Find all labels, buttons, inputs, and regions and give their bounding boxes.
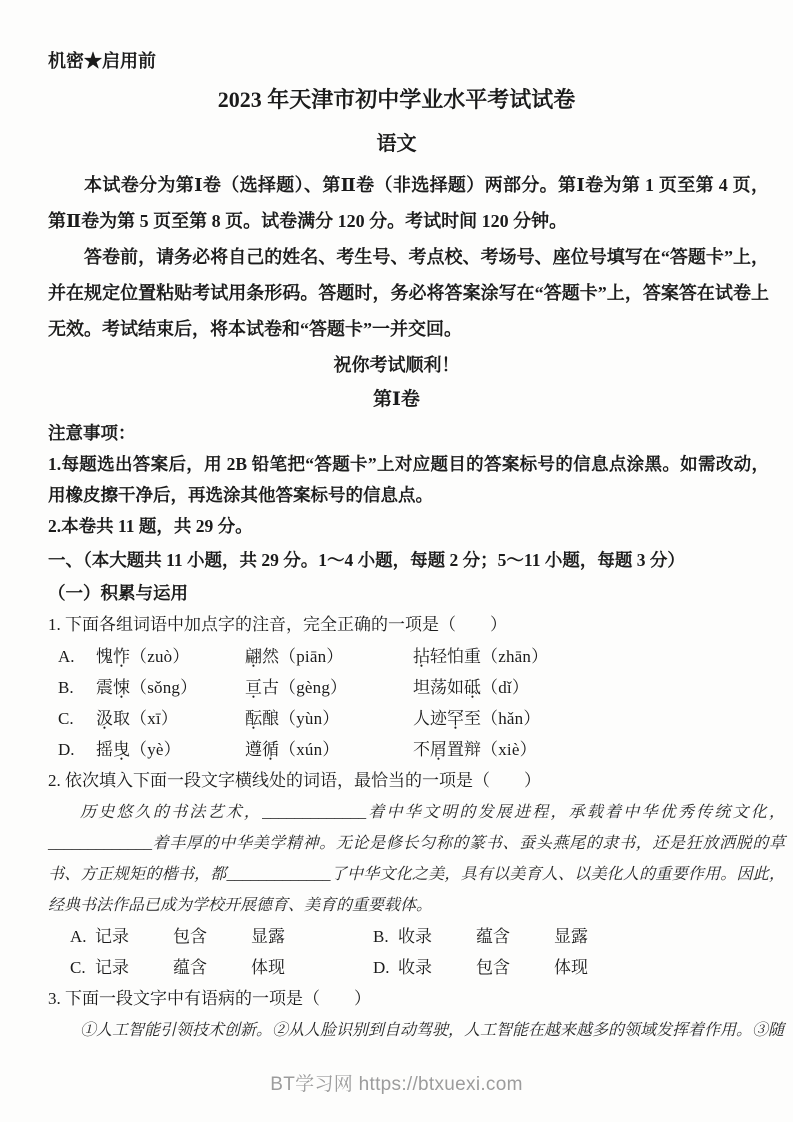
option-word: 酝酿（yùn） <box>245 709 340 728</box>
option-word: 体现 <box>251 958 285 977</box>
option-word: 翩然（piān） <box>245 647 344 666</box>
question-1-stem: 1. 下面各组词语中加点字的注音，完全正确的一项是（ ） <box>48 615 507 634</box>
exam-title: 2023 年天津市初中学业水平考试试卷 <box>217 87 576 112</box>
question-3-passage: ①人工智能引领技术创新。②从人脸识别到自动驾驶，人工智能在越来越多的领域发挥着作用。③随 <box>80 1022 785 1039</box>
option-word: 人迹罕至（hǎn） <box>413 709 541 728</box>
pinyin: （xī） <box>130 709 179 728</box>
exam-subject: 语文 <box>376 133 417 155</box>
dotted-char: 曳 <box>113 740 130 759</box>
question-1-option-c <box>58 703 769 734</box>
pinyin: （yè） <box>130 740 181 759</box>
pinyin: （dǐ） <box>481 678 530 697</box>
part-one-heading: 一、（本大题共 11 小题，共 29 分。1～4 小题，每题 2 分；5～11 小题，每题 3 分） <box>48 550 685 570</box>
option-label: D. <box>58 740 75 759</box>
question-2-stem: 2. 依次填入下面一段文字横线处的词语，最恰当的一项是（ ） <box>48 771 541 790</box>
question-2-option-row <box>70 952 769 983</box>
dotted-char: 汲 <box>96 709 113 728</box>
option-word: 显露 <box>554 927 588 946</box>
option-word: 包含 <box>476 958 510 977</box>
option-label: A. <box>58 647 75 666</box>
question-1-options <box>58 641 769 765</box>
option-word: 拈轻怕重（zhān） <box>413 647 549 666</box>
option-word: 记录 <box>95 927 129 946</box>
pinyin: （xún） <box>279 740 340 759</box>
pinyin: （hǎn） <box>481 709 541 728</box>
question-2-option-a <box>70 921 373 952</box>
question-2-options <box>70 921 769 983</box>
question-3 <box>48 983 785 1046</box>
question-2-option-c <box>70 952 373 983</box>
dotted-char: 酝 <box>245 709 262 728</box>
dotted-char: 砥 <box>464 678 481 697</box>
question-2-passage: 历史悠久的书法艺术，_____________着中华文明的发展进程，承载着中华优秀传统文化，_____________着丰厚的中华美学精神。无论是修长匀称的篆书、蚕头燕尾的隶书，还是狂放洒脱的草书、方正规矩的楷书，都_____________了中华文化之美，具有以美育人、以美化人的重要作用。因此，经典书法作品已成为学校开展德育、美育的重要载体。 <box>48 804 785 914</box>
option-label: C. <box>58 709 74 728</box>
security-classification: 机密★启用前 <box>48 51 156 71</box>
wish-line: 祝你考试顺利！ <box>333 355 460 375</box>
option-word: 收录 <box>398 927 432 946</box>
option-label: A. <box>70 927 87 946</box>
option-label: B. <box>58 678 74 697</box>
option-word: 震悚（sǒng） <box>96 678 198 697</box>
question-3-stem: 3. 下面一段文字中有语病的一项是（ ） <box>48 989 371 1008</box>
notice-item-1: 1.每题选出答案后，用 2B 铅笔把“答题卡”上对应题目的答案标号的信息点涂黑。如需改动，用橡皮擦干净后，再选涂其他答案标号的信息点。 <box>48 454 769 505</box>
option-label: B. <box>373 927 389 946</box>
option-word: 记录 <box>95 958 129 977</box>
notice-item-2: 2.本卷共 11 题，共 29 分。 <box>48 516 253 536</box>
dotted-char: 怍 <box>113 647 130 666</box>
subpart-one-heading: （一）积累与运用 <box>48 583 188 603</box>
pinyin: （yùn） <box>279 709 340 728</box>
option-word: 坦荡如砥（dǐ） <box>413 678 530 697</box>
dotted-char: 亘 <box>245 678 262 697</box>
option-word: 遵循（xún） <box>245 740 340 759</box>
pinyin: （piān） <box>279 647 344 666</box>
option-label: C. <box>70 958 86 977</box>
question-2-option-b <box>373 921 588 952</box>
intro-paragraph-2: 答卷前，请务必将自己的姓名、考生号、考点校、考场号、座位号填写在“答题卡”上，并在规定位置粘贴考试用条形码。答题时，务必将答案涂写在“答题卡”上，答案答在试卷上无效。考试结束后，将本试卷和“答题卡”一并交回。 <box>48 247 769 339</box>
question-2 <box>48 765 785 983</box>
option-word: 愧怍（zuò） <box>96 647 190 666</box>
volume-one-heading: 第Ⅰ卷 <box>373 389 420 410</box>
option-word: 包含 <box>173 927 207 946</box>
option-word: 不屑置辩（xiè） <box>413 740 537 759</box>
question-2-option-row <box>70 921 769 952</box>
option-word: 亘古（gèng） <box>245 678 348 697</box>
option-label: D. <box>373 958 390 977</box>
watermark-footer: BT学习网 https://btxuexi.com <box>270 1074 523 1095</box>
dotted-char: 罕 <box>447 709 464 728</box>
dotted-char: 屑 <box>430 740 447 759</box>
pinyin: （zuò） <box>130 647 190 666</box>
option-word: 蕴含 <box>173 958 207 977</box>
dotted-char: 拈 <box>413 647 430 666</box>
question-1 <box>48 609 769 765</box>
option-word: 显露 <box>251 927 285 946</box>
dotted-char: 悚 <box>113 678 130 697</box>
pinyin: （xiè） <box>481 740 537 759</box>
option-word: 蕴含 <box>476 927 510 946</box>
question-1-option-a <box>58 641 769 672</box>
question-1-option-b <box>58 672 769 703</box>
option-word: 体现 <box>554 958 588 977</box>
option-word: 摇曳（yè） <box>96 740 181 759</box>
notice-title: 注意事项： <box>48 423 136 443</box>
pinyin: （gèng） <box>279 678 348 697</box>
intro-paragraph-1: 本试卷分为第Ⅰ卷（选择题）、第Ⅱ卷（非选择题）两部分。第Ⅰ卷为第 1 页至第 4 页，第Ⅱ卷为第 5 页至第 8 页。试卷满分 120 分。考试时间 120 分钟。 <box>48 175 769 231</box>
option-word: 汲取（xī） <box>96 709 179 728</box>
question-1-option-d <box>58 734 769 765</box>
dotted-char: 翩 <box>245 647 262 666</box>
pinyin: （zhān） <box>481 647 549 666</box>
dotted-char: 循 <box>262 740 279 759</box>
option-word: 收录 <box>398 958 432 977</box>
question-2-option-d <box>373 952 588 983</box>
pinyin: （sǒng） <box>130 678 198 697</box>
